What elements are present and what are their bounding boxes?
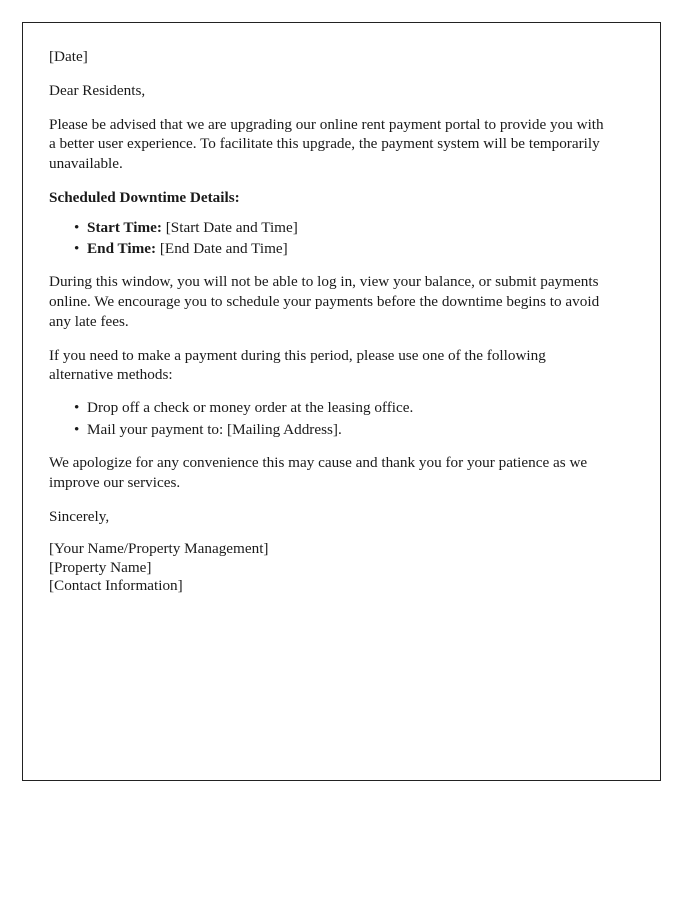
- start-time-label: Start Time:: [87, 218, 162, 236]
- alternative-methods-list: [49, 398, 605, 439]
- apology-paragraph: We apologize for any convenience this may cause and thank you for your patience as we improve our services.: [49, 454, 588, 491]
- letter-body: [49, 47, 605, 596]
- document-page-border: [22, 22, 661, 781]
- date-line: [Date]: [49, 48, 88, 65]
- signature-property-line: [Property Name]: [49, 558, 152, 576]
- bullet-icon: •: [74, 399, 80, 417]
- intro-paragraph: Please be advised that we are upgrading our online rent payment portal to provide you with a better user experience. To facilitate this upgrade, the payment system will be temporarily unavailable.: [49, 115, 604, 172]
- end-time-label: End Time:: [87, 239, 157, 257]
- signature-contact-line: [Contact Information]: [49, 577, 183, 595]
- alternatives-intro-paragraph: If you need to make a payment during this period, please use one of the following alternative methods:: [49, 346, 546, 384]
- bullet-icon: •: [74, 239, 80, 257]
- list-item: [74, 218, 605, 237]
- closing-line: Sincerely,: [49, 507, 110, 525]
- end-time-value: [End Date and Time]: [159, 239, 288, 257]
- salutation: Dear Residents,: [49, 81, 146, 99]
- list-item: [74, 420, 605, 439]
- list-item: [74, 239, 605, 258]
- list-item: [74, 398, 605, 417]
- downtime-details-list: [49, 218, 605, 259]
- signature-block: [49, 540, 605, 596]
- scheduled-downtime-heading: Scheduled Downtime Details:: [49, 188, 240, 206]
- alternative-method-text: Mail your payment to: [Mailing Address].: [87, 420, 342, 438]
- bullet-icon: •: [74, 420, 80, 438]
- signature-name-line: [Your Name/Property Management]: [49, 540, 269, 558]
- window-paragraph: During this window, you will not be able to log in, view your balance, or submit payments online. We encourage you to schedule your payments before the downtime begins to avoid any late fees.: [49, 273, 600, 330]
- start-time-value: [Start Date and Time]: [165, 218, 298, 236]
- alternative-method-text: Drop off a check or money order at the leasing office.: [87, 399, 414, 417]
- bullet-icon: •: [74, 218, 80, 236]
